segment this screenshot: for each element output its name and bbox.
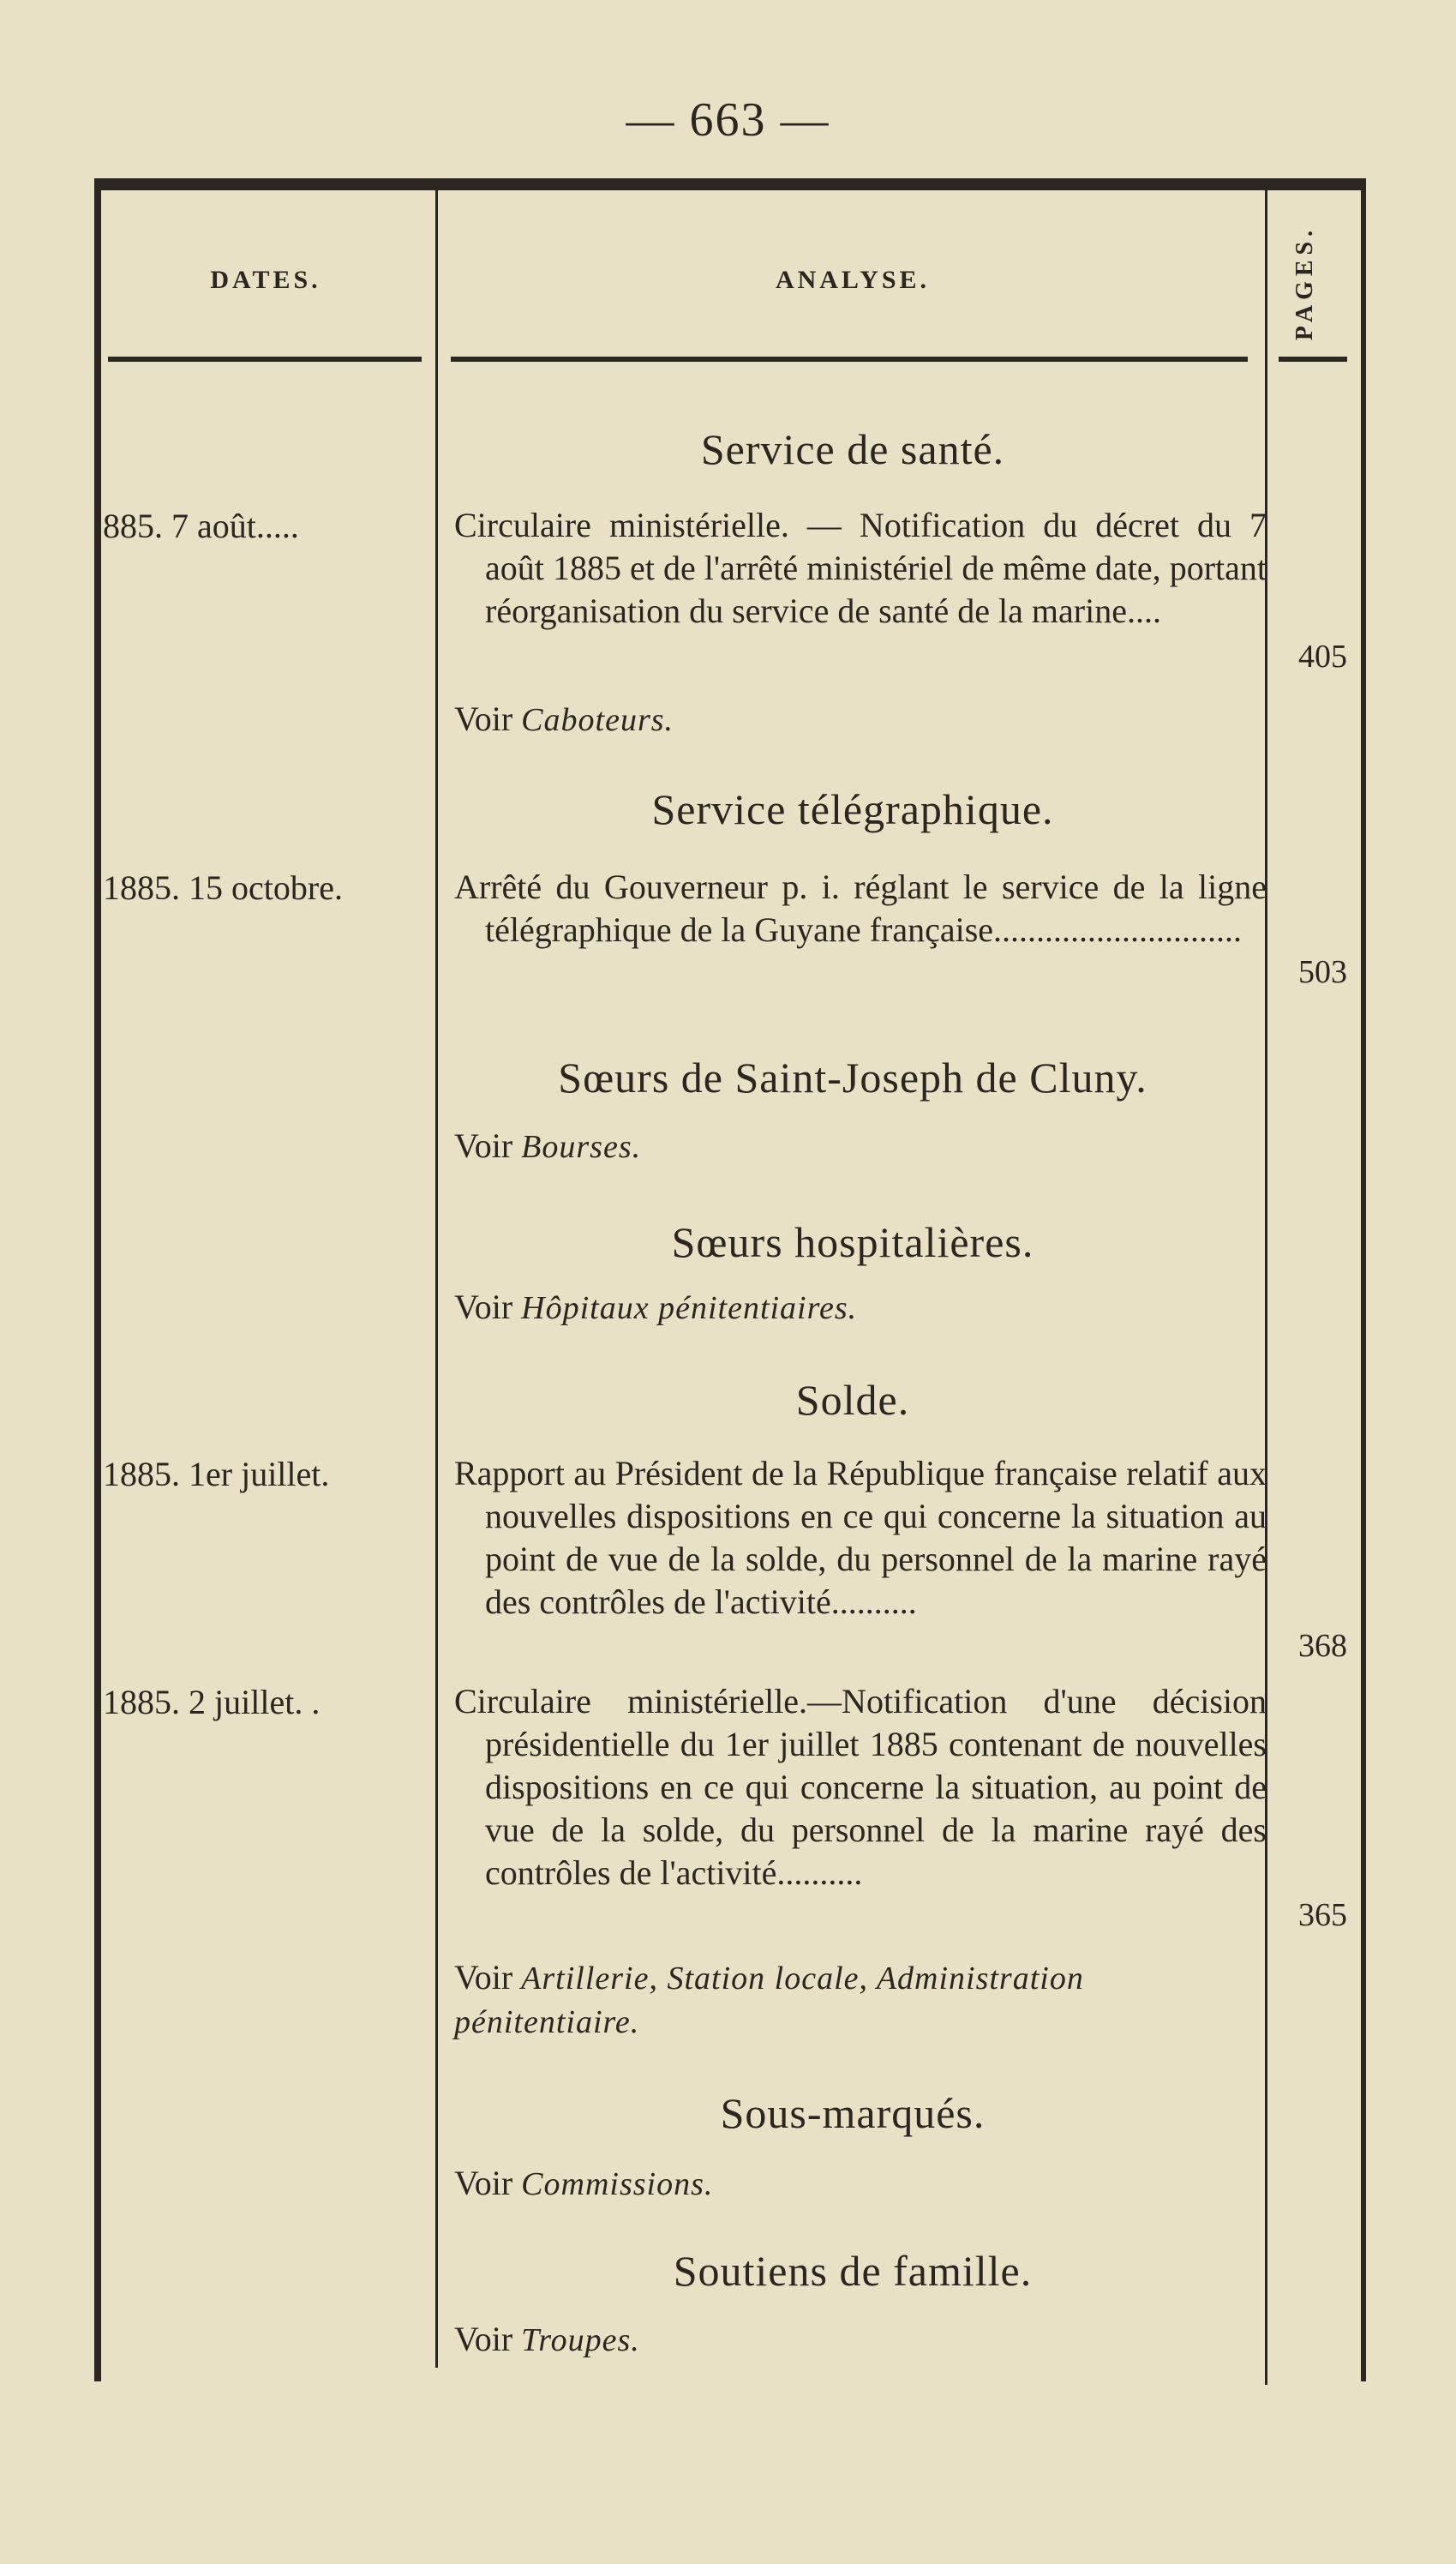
entry-date: 1885. 15 octobre. — [103, 868, 343, 907]
section-title-soutiens-famille: Soutiens de famille. — [673, 2247, 1033, 2295]
entry-text: Circulaire ministérielle. — Notification du décret du 7 août 1885 et de l'arrêté ministériel de même date, portant réorganisation du service de santé de la marine.... — [454, 506, 1267, 630]
header-rule-pages — [1279, 357, 1347, 362]
section-title-sous-marques: Sous-marqués. — [720, 2089, 986, 2137]
section-title-service-sante: Service de santé. — [700, 425, 1005, 473]
section-title-service-telegraphique: Service télégraphique. — [651, 785, 1054, 833]
entry-page: 405 — [1298, 639, 1347, 675]
cross-reference: Voir Caboteurs. — [454, 700, 674, 738]
entry-text: Rapport au Président de la République française relatif aux nouvelles dispositions en ce qui concerne la situation au point de vue de la solde, du personnel de la marine rayé des contrôles de l'activité.......... — [454, 1454, 1267, 1621]
header-analyse: ANALYSE. — [775, 266, 931, 294]
page-number: — 663 — — [626, 93, 830, 147]
cross-reference: Voir Artillerie, Station locale, Administration pénitentiaire. — [454, 1958, 1084, 2040]
entry-page: 503 — [1298, 954, 1347, 990]
cross-reference: Voir Troupes. — [454, 2320, 640, 2358]
cross-reference: Voir Hôpitaux pénitentiaires. — [454, 1288, 858, 1326]
entry-date: 1885. 1er juillet. — [103, 1455, 330, 1493]
entry-text: Arrêté du Gouverneur p. i. réglant le service de la ligne télégraphique de la Guyane française............................. — [454, 868, 1267, 949]
header-pages: PAGES. — [1291, 225, 1318, 341]
entry-date: 1885. 2 juillet. . — [103, 1683, 321, 1721]
section-title-soeurs-hospitalieres: Sœurs hospitalières. — [671, 1218, 1034, 1266]
entry-page: 368 — [1298, 1628, 1347, 1664]
section-title-solde: Solde. — [795, 1376, 910, 1424]
entry-text: Circulaire ministérielle.—Notification d'une décision présidentielle du 1er juillet 1885 contenant de nouvelles dispositions en ce qui concerne la situation, au point de vue de la solde, du personnel de la marine rayé des contrôles de l'activité.......... — [454, 1682, 1267, 1892]
entry-date: 885. 7 août..... — [103, 507, 299, 545]
header-rule-dates — [108, 357, 422, 362]
header-rule-analyse — [451, 357, 1248, 362]
cross-reference: Voir Bourses. — [454, 1126, 642, 1165]
entry-page: 365 — [1298, 1897, 1347, 1933]
header-pages-box — [1275, 223, 1335, 343]
section-title-soeurs-saint-joseph: Sœurs de Saint-Joseph de Cluny. — [558, 1054, 1147, 1102]
cross-reference: Voir Commissions. — [454, 2164, 714, 2202]
header-dates: DATES. — [210, 266, 321, 294]
